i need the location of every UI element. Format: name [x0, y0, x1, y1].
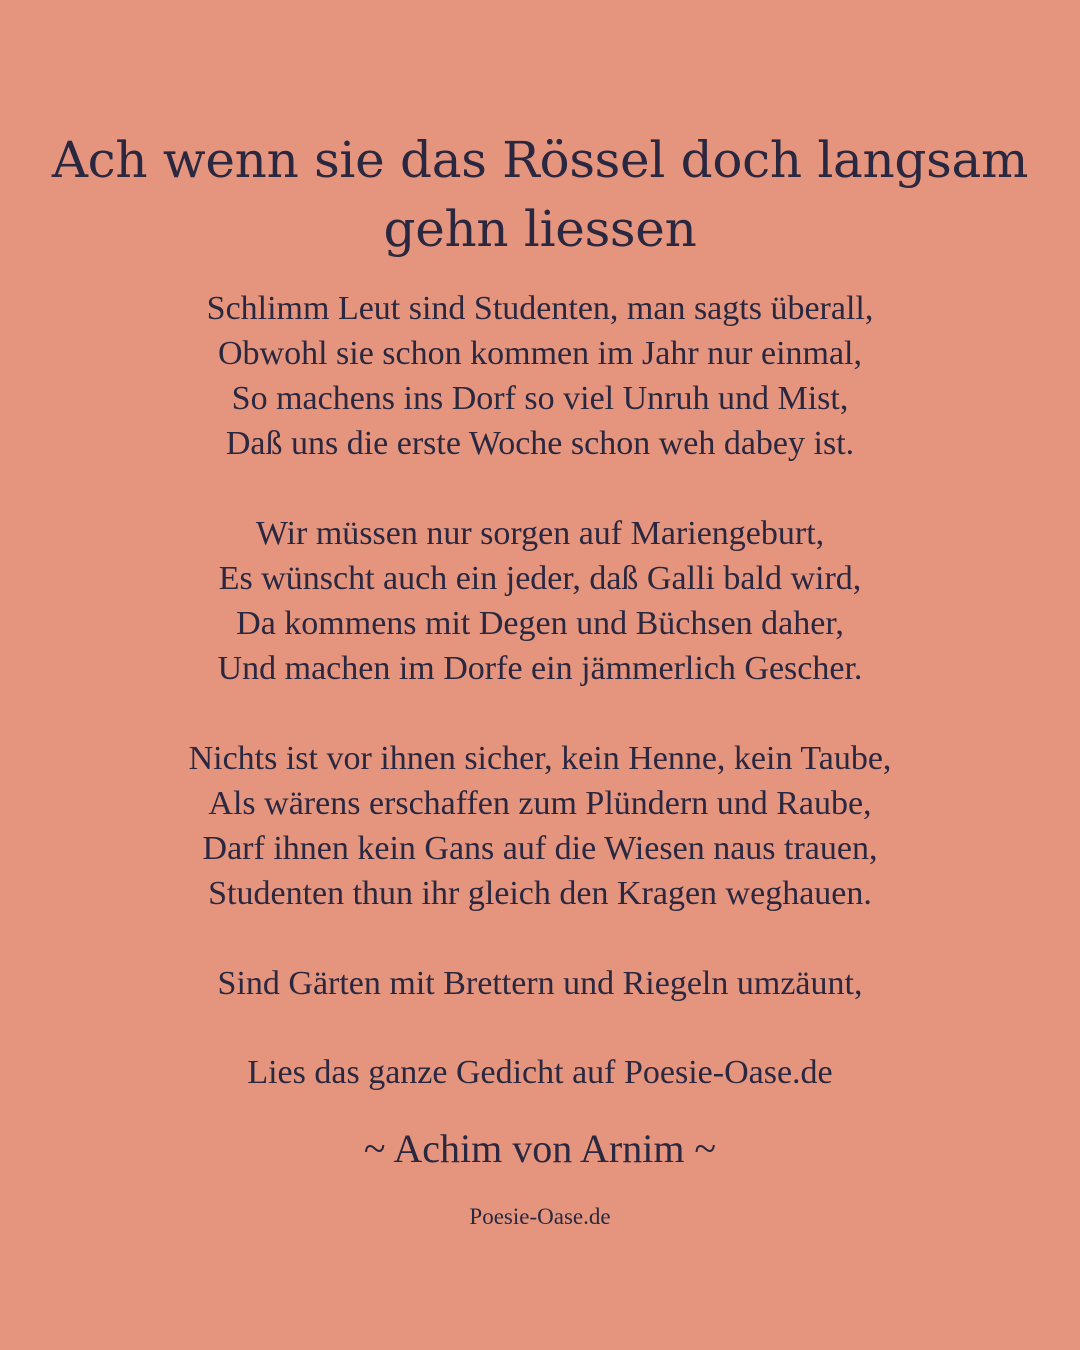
poem-line: Sind Gärten mit Brettern und Riegeln umzäunt,	[217, 965, 863, 1002]
poem-line: Da kommens mit Degen und Büchsen daher,	[236, 605, 844, 642]
stanza-3	[40, 736, 1040, 916]
poem-line: Schlimm Leut sind Studenten, man sagts überall,	[206, 290, 874, 327]
poem-line: Nichts ist vor ihnen sicher, kein Henne, kein Taube,	[188, 740, 892, 777]
poem-line: Studenten thun ihr gleich den Kragen weghauen.	[208, 875, 872, 912]
poem-line: Darf ihnen kein Gans auf die Wiesen naus trauen,	[202, 830, 878, 867]
poem-line: So machens ins Dorf so viel Unruh und Mist,	[231, 380, 849, 417]
stanza-2	[40, 511, 1040, 691]
poem-line: Wir müssen nur sorgen auf Mariengeburt,	[255, 515, 825, 552]
poem-line: Obwohl sie schon kommen im Jahr nur einmal,	[217, 335, 862, 372]
poem-line: Daß uns die erste Woche schon weh dabey ist.	[225, 425, 855, 462]
poem-line: Es wünscht auch ein jeder, daß Galli bald wird,	[218, 560, 862, 597]
stanza-4	[40, 961, 1040, 1006]
poem-body	[40, 286, 1040, 1051]
poem-line: Und machen im Dorfe ein jämmerlich Gescher.	[217, 650, 863, 687]
site-watermark: Poesie-Oase.de	[469, 1204, 611, 1229]
stanza-1	[40, 286, 1040, 466]
poem-title: Ach wenn sie das Rössel doch langsam gehn liessen	[51, 131, 1029, 258]
poem-line: Als wärens erschaffen zum Plündern und Raube,	[208, 785, 872, 822]
read-full-poem-text: Lies das ganze Gedicht auf Poesie-Oase.de	[247, 1054, 833, 1091]
poem-author: ~ Achim von Arnim ~	[363, 1126, 717, 1171]
